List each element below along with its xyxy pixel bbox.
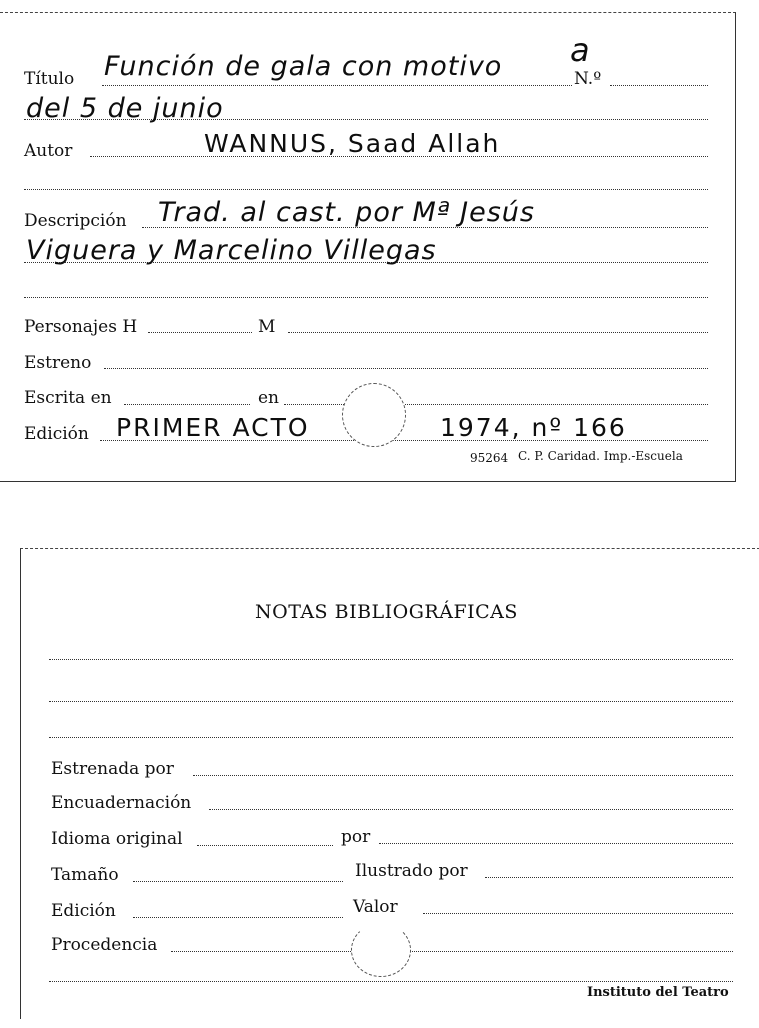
notes-line-3 xyxy=(49,737,733,738)
en-label: en xyxy=(258,388,280,408)
autor-label: Autor xyxy=(24,141,73,161)
valor-line xyxy=(423,913,733,914)
imprint-code: 95264 xyxy=(470,451,509,465)
edicion-back-line xyxy=(133,917,343,918)
estreno-line xyxy=(104,368,708,369)
personajes-m-line xyxy=(288,332,708,333)
por-line xyxy=(379,843,733,844)
descripcion-label: Descripción xyxy=(24,211,127,231)
personajes-h-line xyxy=(148,332,252,333)
numero-value: a xyxy=(570,31,591,69)
edicion-back-label: Edición xyxy=(51,901,116,921)
estrenada-por-line xyxy=(193,775,733,776)
procedencia-line xyxy=(171,951,733,952)
idioma-original-label: Idioma original xyxy=(51,829,183,849)
catalog-card-back xyxy=(20,548,759,1019)
imprint-printer: C. P. Caridad. Imp.-Escuela xyxy=(518,449,683,463)
procedencia-label: Procedencia xyxy=(51,935,158,955)
autor-value: WANNUS, Saad Allah xyxy=(204,129,501,158)
numero-line xyxy=(610,85,708,86)
notes-line-2 xyxy=(49,701,733,702)
edicion-value: PRIMER ACTO xyxy=(116,413,310,442)
numero-label: N.º xyxy=(574,69,602,89)
tamano-line xyxy=(133,881,343,882)
blank-line-1 xyxy=(24,189,708,190)
personajes-m-label: M xyxy=(258,317,276,337)
descripcion-value-2: Viguera y Marcelino Villegas xyxy=(26,235,437,266)
punch-hole xyxy=(342,383,406,447)
notes-line-1 xyxy=(49,659,733,660)
titulo-value-2: del 5 de junio xyxy=(26,93,224,124)
encuadernacion-label: Encuadernación xyxy=(51,793,192,813)
edicion-value-2: 1974, nº 166 xyxy=(440,413,627,442)
escrita-en-line xyxy=(124,404,250,405)
bottom-line xyxy=(49,981,733,982)
estreno-label: Estreno xyxy=(24,353,92,373)
ilustrado-por-line xyxy=(485,877,733,878)
tamano-label: Tamaño xyxy=(51,865,119,885)
notas-title: NOTAS BIBLIOGRÁFICAS xyxy=(255,601,518,623)
valor-label: Valor xyxy=(353,897,398,917)
por-label: por xyxy=(341,827,371,847)
ilustrado-por-label: Ilustrado por xyxy=(355,861,468,881)
idioma-original-line xyxy=(197,845,333,846)
footer-institution: Instituto del Teatro xyxy=(587,985,729,1000)
edicion-label: Edición xyxy=(24,424,89,444)
escrita-en-label: Escrita en xyxy=(24,388,112,408)
personajes-label: Personajes H xyxy=(24,317,138,337)
titulo-value-1: Función de gala con motivo xyxy=(104,51,503,82)
descripcion-value-1: Trad. al cast. por Mª Jesús xyxy=(158,197,535,228)
titulo-label: Título xyxy=(24,69,75,89)
encuadernacion-line xyxy=(209,809,733,810)
estrenada-por-label: Estrenada por xyxy=(51,759,174,779)
catalog-card-front xyxy=(0,12,736,482)
punch-hole-back xyxy=(351,923,411,977)
titulo-line xyxy=(102,85,572,86)
blank-line-2 xyxy=(24,297,708,298)
